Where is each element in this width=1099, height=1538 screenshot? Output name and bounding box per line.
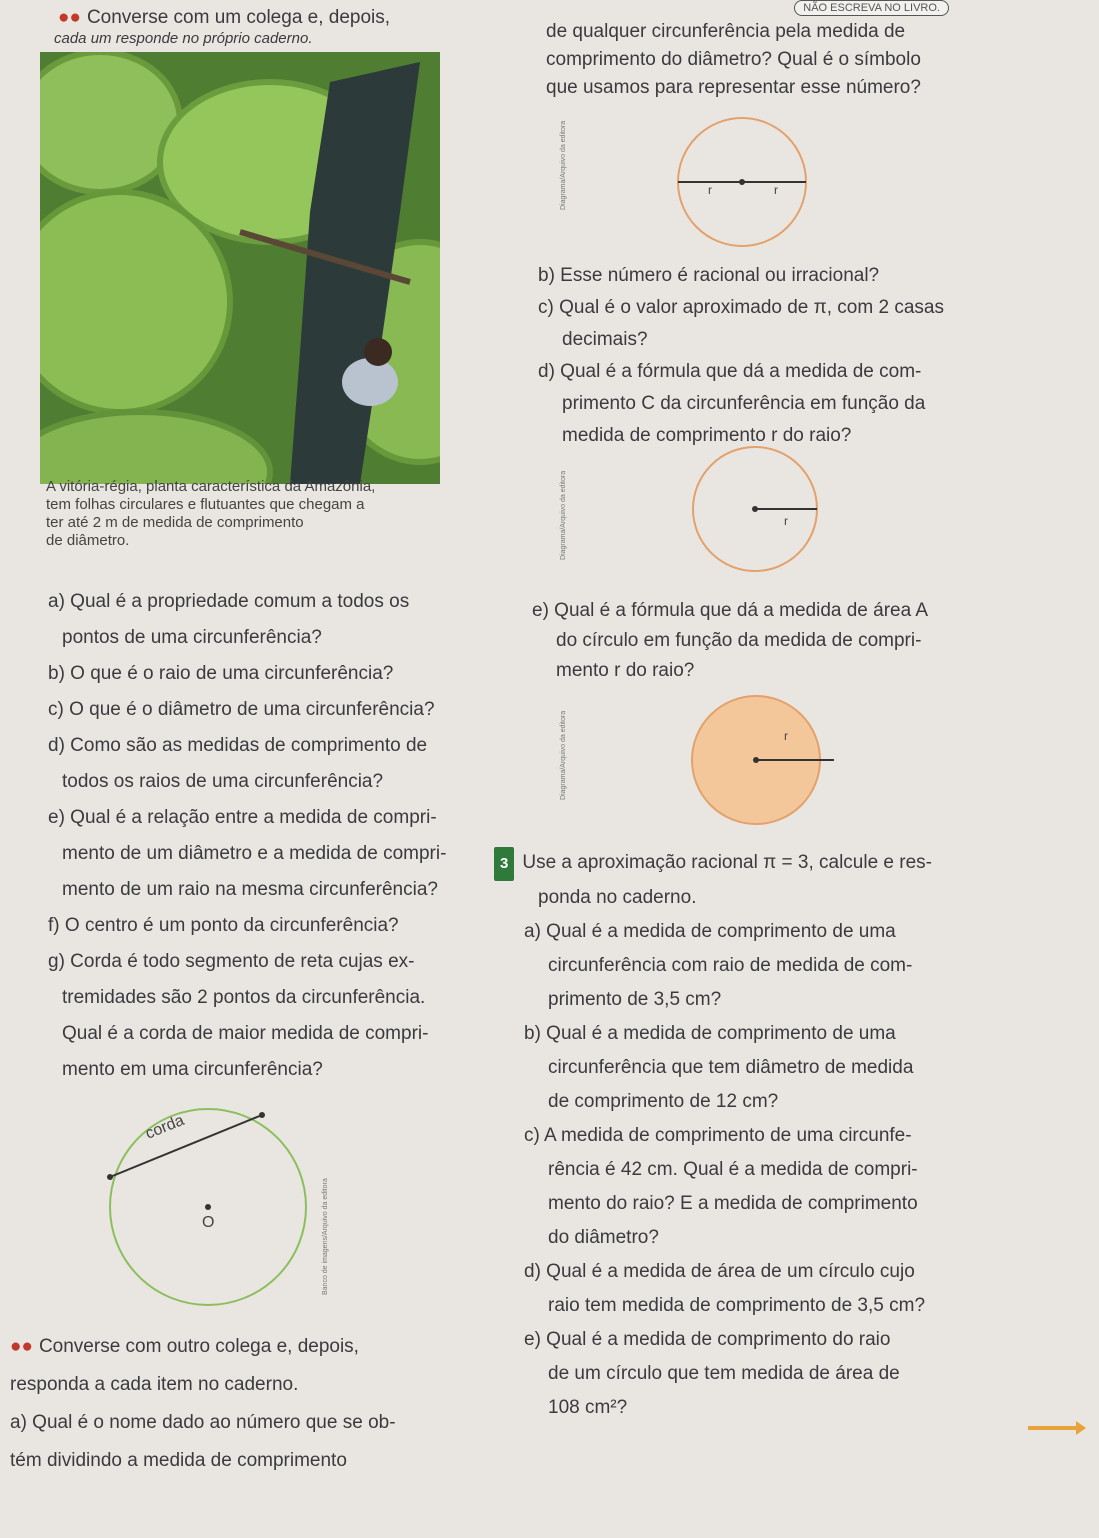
- image-credit: Diagrama/Arquivo da editora: [560, 120, 567, 210]
- section-2-line-2: responda a cada item no caderno.: [10, 1374, 299, 1395]
- radius-label: r: [774, 183, 778, 197]
- right-questions: [538, 260, 944, 452]
- question-3c-4: do diâmetro?: [548, 1227, 659, 1248]
- question-d-1: d) Como são as medidas de comprimento de: [48, 735, 428, 756]
- question-d-1: d) Qual é a fórmula que dá a medida de com-: [538, 361, 922, 382]
- question-3d-2: raio tem medida de comprimento de 3,5 cm?: [548, 1295, 926, 1316]
- radius-diagram: [680, 445, 830, 585]
- right-top-line: que usamos para representar esse número?: [546, 77, 921, 98]
- section-3-intro-1: 3 Use a aproximação racional π = 3, calcule e res-: [494, 846, 932, 881]
- question-c: c) O que é o diâmetro de uma circunferência?: [48, 699, 435, 720]
- question-3a-2: circunferência com raio de medida de com-: [548, 955, 913, 976]
- question-g-2: tremidades são 2 pontos da circunferência.: [62, 987, 426, 1008]
- section-2: [10, 1328, 396, 1480]
- right-top-text: [546, 18, 921, 102]
- question-e-1: e) Qual é a fórmula que dá a medida de área A: [532, 600, 929, 621]
- image-credit: Diagrama/Arquivo da editora: [560, 470, 567, 560]
- continue-arrow-icon: [1028, 1418, 1088, 1438]
- question-3a-3: primento de 3,5 cm?: [548, 989, 722, 1010]
- question-f: f) O centro é um ponto da circunferência?: [48, 915, 399, 936]
- question-e-3: mento de um raio na mesma circunferência?: [62, 879, 438, 900]
- question-3b-2: circunferência que tem diâmetro de medida: [548, 1057, 914, 1078]
- question-e-2: mento de um diâmetro e a medida de compri-: [62, 843, 447, 864]
- question-a-2: pontos de uma circunferência?: [62, 627, 322, 648]
- question-3e-1: e) Qual é a medida de comprimento do raio: [524, 1329, 891, 1350]
- question-3c-2: rência é 42 cm. Qual é a medida de compri-: [548, 1159, 918, 1180]
- image-credit: Banco de imagens/Arquivo da editora: [322, 1178, 329, 1295]
- question-d-2: primento C da circunferência em função da: [562, 393, 926, 414]
- pair-icon: ●●: [58, 7, 81, 28]
- section-3: [494, 846, 932, 1425]
- intro-line-1: ●● Converse com um colega e, depois,: [58, 7, 391, 28]
- question-3b-3: de comprimento de 12 cm?: [548, 1091, 779, 1112]
- caption-line: tem folhas circulares e flutuantes que chegam a: [46, 496, 365, 513]
- left-questions: [48, 584, 478, 1088]
- question-e-2: do círculo em função da medida de compri-: [556, 630, 922, 651]
- question-e-1: e) Qual é a relação entre a medida de compri-: [48, 807, 437, 828]
- question-3d-1: d) Qual é a medida de área de um círculo cujo: [524, 1261, 915, 1282]
- question-3c-3: mento do raio? E a medida de comprimento: [548, 1193, 918, 1214]
- radius-label: r: [784, 514, 788, 528]
- question-g-1: g) Corda é todo segmento de reta cujas ex-: [48, 951, 415, 972]
- question-b: b) Esse número é racional ou irracional?: [538, 265, 880, 286]
- question-3e-3: 108 cm²?: [548, 1397, 628, 1418]
- caption-line: de diâmetro.: [46, 532, 130, 549]
- caption-line: ter até 2 m de medida de comprimento: [46, 514, 304, 531]
- section-2-line-3: a) Qual é o nome dado ao número que se ob-: [10, 1412, 396, 1433]
- question-g-3: Qual é a corda de maior medida de compri-: [62, 1023, 429, 1044]
- section-2-line-4: tém dividindo a medida de comprimento: [10, 1450, 347, 1471]
- pair-icon: ●●: [10, 1336, 33, 1357]
- radius-label: r: [708, 183, 712, 197]
- section-number: 3: [494, 847, 514, 881]
- question-c-2: decimais?: [562, 329, 648, 350]
- question-d-3: medida de comprimento r do raio?: [562, 425, 852, 446]
- right-top-line: de qualquer circunferência pela medida de: [546, 21, 906, 42]
- question-c-1: c) Qual é o valor aproximado de π, com 2 casas: [538, 297, 944, 318]
- chord-label: corda: [143, 1111, 187, 1143]
- question-b: b) O que é o raio de uma circunferência?: [48, 663, 394, 684]
- caption-line: A vitória-régia, planta característica da Amazônia,: [46, 478, 376, 495]
- section-3-intro-2: ponda no caderno.: [538, 887, 697, 908]
- center-label: O: [202, 1214, 215, 1231]
- radius-label: r: [784, 729, 788, 743]
- question-e: [532, 596, 928, 686]
- question-e-3: mento r do raio?: [556, 660, 695, 681]
- intro-line-2: cada um responde no próprio caderno.: [54, 30, 313, 47]
- question-d-2: todos os raios de uma circunferência?: [62, 771, 384, 792]
- diameter-diagram: [670, 112, 820, 252]
- chord-diagram: [90, 1095, 330, 1315]
- photo-caption: [46, 478, 375, 550]
- right-top-line: comprimento do diâmetro? Qual é o símbolo: [546, 49, 921, 70]
- victoria-regia-photo: [40, 52, 440, 484]
- section-2-line-1: ●● Converse com outro colega e, depois,: [10, 1328, 396, 1366]
- question-a-1: a) Qual é a propriedade comum a todos os: [48, 591, 410, 612]
- image-credit: Diagrama/Arquivo da editora: [560, 710, 567, 800]
- question-3c-1: c) A medida de comprimento de uma circunfe-: [524, 1125, 912, 1146]
- area-diagram: [686, 692, 836, 832]
- question-3b-1: b) Qual é a medida de comprimento de uma: [524, 1023, 896, 1044]
- no-write-badge: NÃO ESCREVA NO LIVRO.: [794, 0, 949, 16]
- question-3e-2: de um círculo que tem medida de área de: [548, 1363, 900, 1384]
- question-g-4: mento em uma circunferência?: [62, 1059, 323, 1080]
- question-3a-1: a) Qual é a medida de comprimento de uma: [524, 921, 896, 942]
